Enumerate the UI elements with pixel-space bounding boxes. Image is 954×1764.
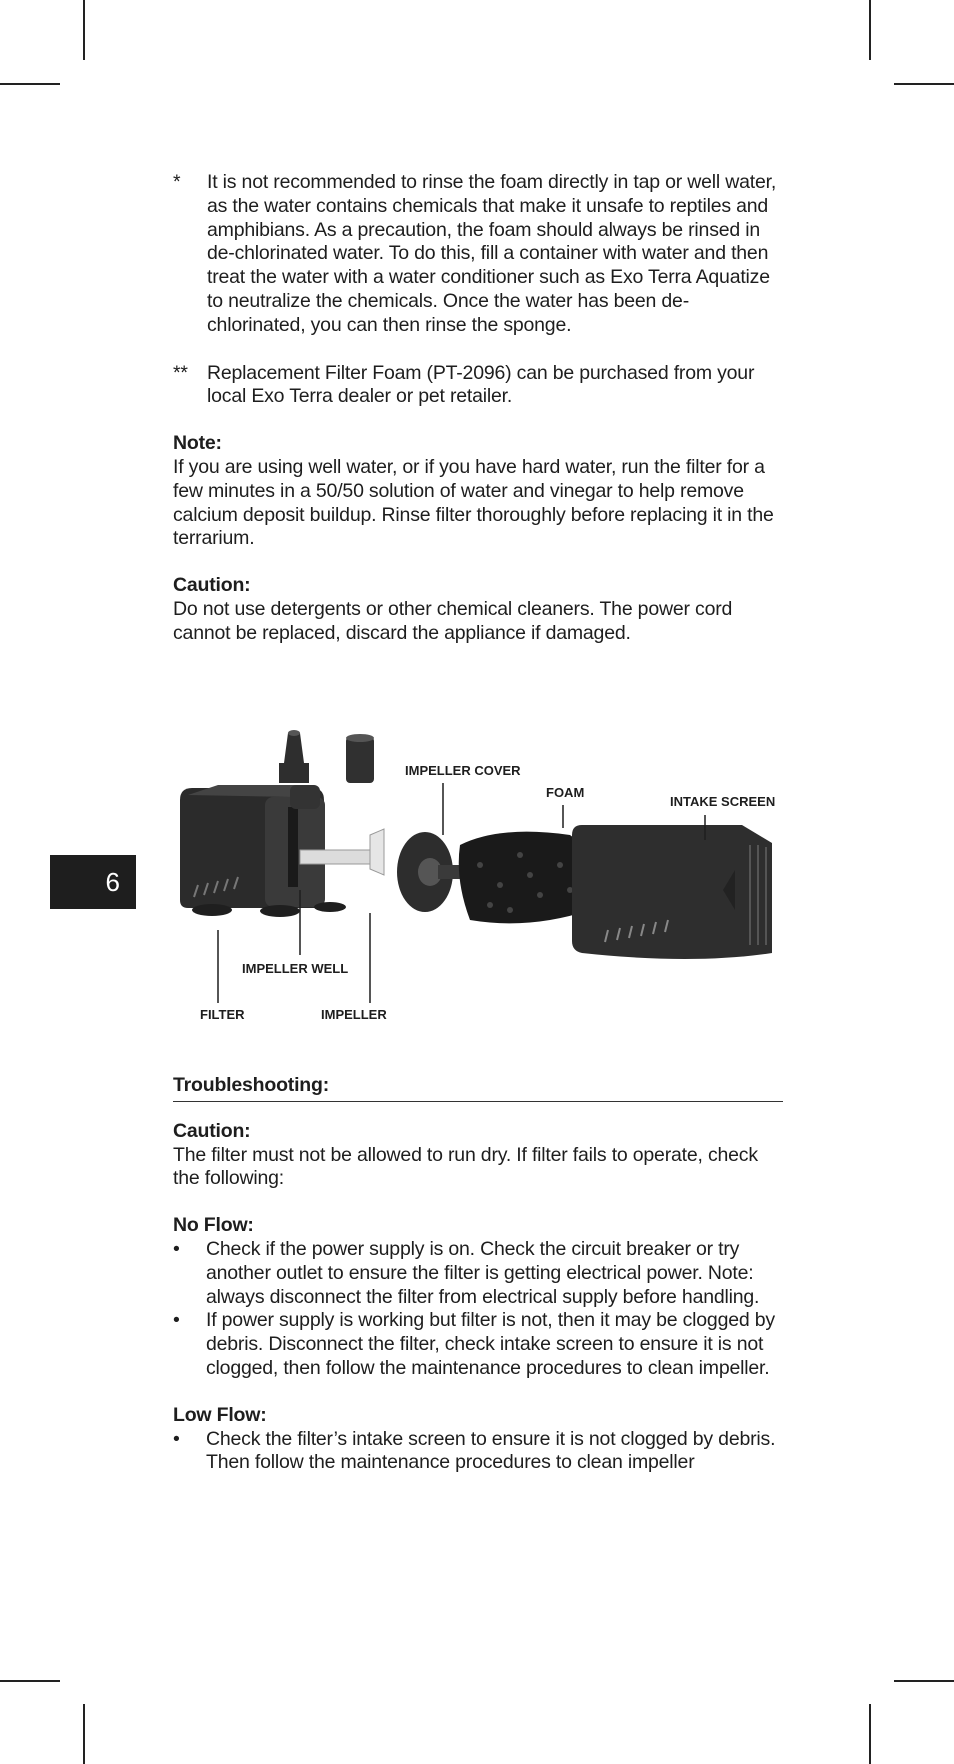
- list-item: [173, 1428, 783, 1476]
- note-text: If you are using well water, or if you have hard water, run the filter for a few minutes in a 50/50 solution of water and vinegar to help remove calcium deposit buildup. Rinse filter thoroughly before replacing it in the terrarium.: [173, 455, 774, 550]
- label-impeller: IMPELLER: [321, 1007, 387, 1022]
- crop-mark: [894, 1680, 954, 1682]
- footnote-text: It is not recommended to rinse the foam directly in tap or well water, as the water contains chemicals that make it unsafe to reptiles and amphibians. As a precaution, the foam should always be rinsed in de-chlorinated water. To do this, fill a container with water and then treat the water with a water conditioner such as Exo Terra Aquatize to neutralize the chemicals. Once the water has been de-chlorinated, you can then rinse the sponge.: [207, 171, 777, 336]
- bullet: •: [173, 1237, 180, 1260]
- troubleshooting-heading: Troubleshooting:: [173, 1074, 330, 1096]
- footnote-mark: *: [173, 171, 181, 193]
- label-impeller-cover: IMPELLER COVER: [405, 763, 521, 778]
- bullet: •: [173, 1427, 180, 1450]
- label-impeller-well: IMPELLER WELL: [242, 961, 349, 976]
- crop-mark: [0, 1680, 60, 1682]
- list-item-text: If power supply is working but filter is not, then it may be clogged by debris. Disconnect the filter, check intake screen to ensure it is not clogged, then follow the maintenance procedures to clean impeller.: [206, 1309, 775, 1379]
- caution-text: Do not use detergents or other chemical cleaners. The power cord cannot be replaced, discard the appliance if damaged.: [173, 597, 733, 644]
- caution-text: The filter must not be allowed to run dry. If filter fails to operate, check the following:: [173, 1143, 758, 1190]
- crop-mark: [869, 1704, 871, 1764]
- maintenance-notes: [173, 171, 783, 646]
- footnote-text: Replacement Filter Foam (PT-2096) can be purchased from your local Exo Terra dealer or pet retailer.: [207, 361, 755, 408]
- label-foam: FOAM: [546, 785, 585, 800]
- nozzle-adapter-large: [346, 734, 374, 783]
- crop-mark: [83, 0, 85, 60]
- footnote: [173, 171, 783, 338]
- crop-mark: [894, 83, 954, 85]
- note-heading: Note:: [173, 432, 222, 455]
- list-item: [173, 1238, 783, 1309]
- list-item: [173, 1309, 783, 1380]
- crop-mark: [83, 1704, 85, 1764]
- list-item-text: Check the filter’s intake screen to ensure it is not clogged by debris. Then follow the maintenance procedures to clean impeller: [206, 1427, 776, 1474]
- crop-mark: [0, 83, 60, 85]
- label-intake-screen: INTAKE SCREEN: [670, 794, 776, 809]
- page-number: 6: [105, 866, 120, 897]
- caution-heading: Caution:: [173, 574, 251, 597]
- filter-exploded-diagram: [170, 725, 790, 1035]
- footnote-mark: **: [173, 361, 188, 384]
- page-number-tab: [50, 855, 136, 909]
- nozzle-adapter-small: [279, 730, 309, 783]
- no-flow-heading: No Flow:: [173, 1214, 254, 1237]
- troubleshooting-section: [173, 1074, 783, 1475]
- foam: [459, 832, 590, 924]
- impeller-cover: [397, 832, 460, 912]
- label-filter: FILTER: [200, 1007, 245, 1022]
- footnote: [173, 362, 783, 410]
- bullet: •: [173, 1309, 180, 1332]
- crop-mark: [869, 0, 871, 60]
- low-flow-heading: Low Flow:: [173, 1403, 267, 1426]
- list-item-text: Check if the power supply is on. Check the circuit breaker or try another outlet to ensure the filter is getting electrical power. Note: always disconnect the filter from electrical supply before handling.: [206, 1237, 760, 1308]
- caution-heading: Caution:: [173, 1119, 251, 1142]
- intake-screen: [572, 825, 772, 959]
